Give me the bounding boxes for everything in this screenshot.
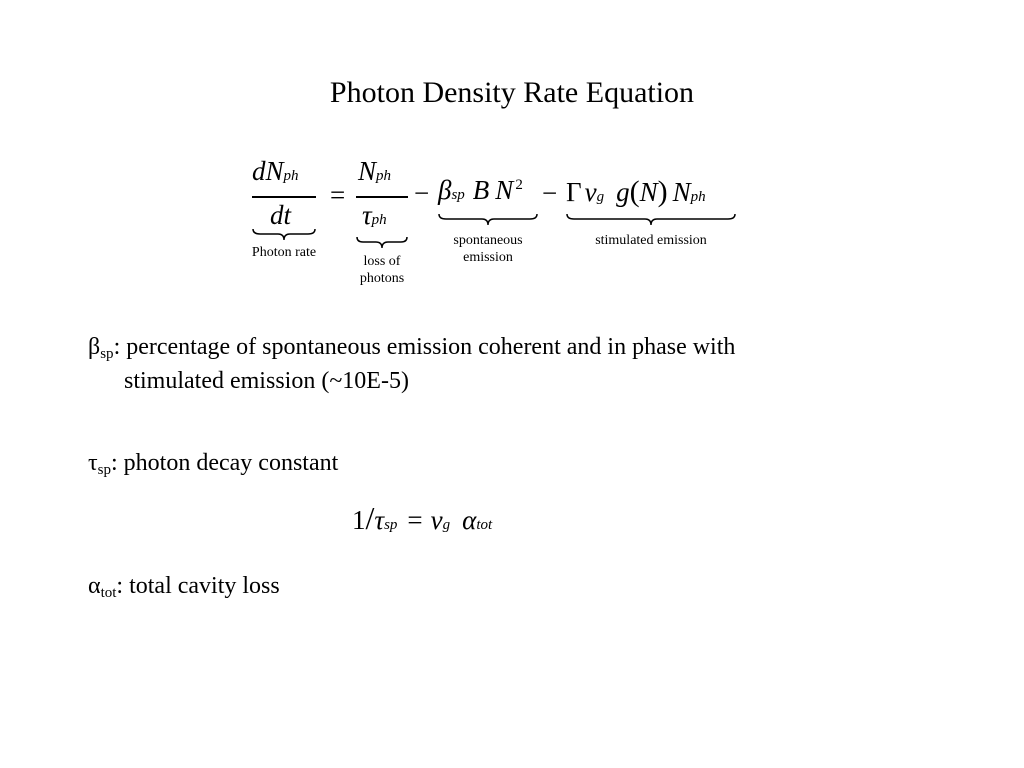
term1-denominator: τph: [362, 200, 387, 230]
page-title: Photon Density Rate Equation: [329, 76, 695, 109]
minus-sign-2: −: [542, 178, 558, 208]
lhs-numerator: dNph: [252, 156, 299, 186]
term1-fraction-bar: [356, 196, 408, 198]
stimulated-emission-label: stimulated emission: [595, 233, 707, 248]
alpha-definition: αtot: total cavity loss: [88, 573, 280, 601]
term1-numerator: Nph: [358, 156, 392, 186]
loss-of-photons-label: loss of photons: [359, 254, 405, 286]
photon-rate-label: Photon rate: [251, 245, 317, 260]
lhs-denominator: dt: [270, 200, 292, 230]
spontaneous-emission-label: spontaneous emission: [453, 233, 523, 265]
minus-sign-1: −: [414, 178, 430, 208]
decay-equation: 1/τsp = vg αtot: [352, 500, 493, 536]
equals-sign: =: [330, 180, 346, 210]
beta-definition: βsp: percentage of spontaneous emission coherent and in phase with: [88, 334, 736, 362]
tau-definition: τsp: photon decay constant: [88, 450, 339, 478]
lhs-fraction-bar: [252, 196, 316, 198]
spontaneous-term: βsp B N $^2$: [438, 175, 523, 205]
beta-definition-cont: stimulated emission (~10E-5): [124, 368, 409, 394]
stimulated-brace: [566, 213, 736, 227]
spontaneous-brace: [438, 213, 538, 227]
loss-brace: [356, 236, 408, 250]
stimulated-term: Γ vg g(N) Nph: [566, 175, 706, 208]
photon-rate-brace: [252, 228, 316, 242]
